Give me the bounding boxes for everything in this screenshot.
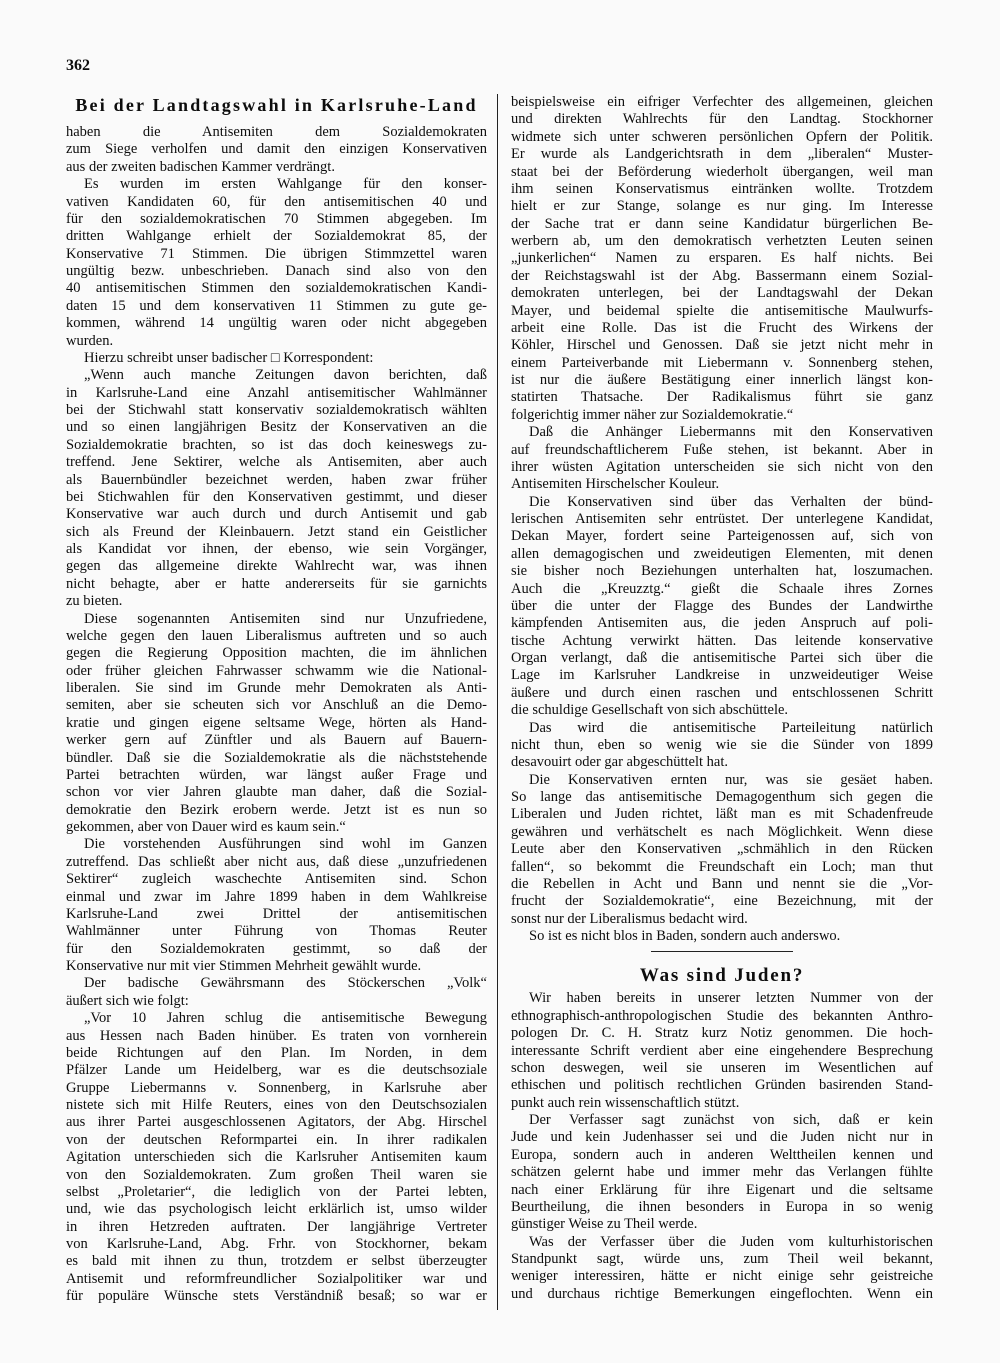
paragraph bbox=[511, 1112, 933, 1234]
text-line: in ihren Hetzreden auftraten. Der langjährige Vertreter bbox=[66, 1218, 487, 1235]
text-line: Das wird die antisemitische Parteileitung natürlich bbox=[529, 719, 933, 736]
text-line: bei Stichwahlen für den Konservativen gestimmt, und dieser bbox=[66, 488, 487, 505]
text-line: Der badische Gewährsmann des Stöckerschen „Volk“ bbox=[84, 975, 487, 992]
text-line: Dekan Mayer, fordert seine Parteigenossen auf, sich von bbox=[511, 528, 933, 545]
text-line: daten 15 und dem konservativen 11 Stimmen zu gute ge- bbox=[66, 297, 487, 314]
left-column bbox=[66, 94, 487, 1306]
text-line: zu bieten. bbox=[66, 593, 123, 610]
text-line: und direkten Wahlrechts für den Landtag. Stockhorner bbox=[511, 111, 933, 128]
text-line: Karlsruhe-Land zwei Drittel der antisemitischen bbox=[66, 905, 487, 922]
text-line: Leute aber den Konservativen „schmählich in den Rücken bbox=[511, 841, 933, 858]
text-line: Mayer, und beidemal spielte die antisemitische Maulwurfs- bbox=[511, 302, 933, 319]
text-line: Der Verfasser sagt zunächst von sich, daß er kein bbox=[529, 1112, 933, 1128]
text-line: beide Richtungen auf den Plan. Im Norden, in dem bbox=[66, 1044, 487, 1061]
paragraph bbox=[511, 928, 933, 945]
text-line: Partei betrachten würden, war längst außer Frage und bbox=[66, 766, 487, 783]
text-line: von Karlsruhe-Land, Abg. Frhr. von Stockhorner, bekam bbox=[66, 1236, 487, 1252]
text-line: oder früher gleichen Fahrwasser schwamm wie die National- bbox=[66, 662, 487, 679]
text-line: Beurtheilung, die ihnen besonders in Europa in so wenig bbox=[511, 1198, 933, 1215]
text-line: über die unter der Flagge des Bundes der Landwirthe bbox=[511, 597, 933, 614]
text-line: Es wurden im ersten Wahlgange für den konser- bbox=[84, 176, 487, 193]
paragraph bbox=[511, 1234, 933, 1304]
text-line: kommen, während 14 ungültig waren oder nicht abgegeben bbox=[66, 315, 487, 332]
text-line: dritten Wahlgange erhielt der Sozialdemokrat 85, der bbox=[66, 228, 487, 245]
text-line: sie bisher noch Beziehungen unterhalten hat, loszumachen. bbox=[511, 563, 933, 580]
text-line: Er wurde als Landgerichtsrath in dem „liberalen“ Muster- bbox=[511, 146, 933, 163]
text-line: Organ verlangt, daß die antisemitische Partei sich über die bbox=[511, 650, 933, 666]
text-line: widmete sich unter schweren persönlichen Opfern der Politik. bbox=[511, 128, 933, 145]
text-line: Sektirer“ zugleich waschechte Antisemiten sind. Schon bbox=[66, 871, 487, 888]
text-line: Die Konservativen sind über das Verhalten der bünd- bbox=[529, 493, 933, 510]
text-line: „junkerlichen“ Namen zu ersparen. Es half nichts. Bei bbox=[511, 250, 933, 267]
text-line: punkt auch rein wissenschaftlich stützt. bbox=[511, 1094, 740, 1111]
text-line: aus der zweiten badischen Kammer verdrängt. bbox=[66, 158, 335, 175]
paragraph bbox=[511, 94, 933, 424]
text-line: und, wie das psychologisch leicht erklärlich ist, umso wilder bbox=[66, 1201, 487, 1218]
text-line: Diese sogenannten Antisemiten sind nur Unzufriedene, bbox=[84, 610, 487, 627]
paragraph bbox=[66, 176, 487, 350]
text-line: ethnographisch-anthropologischen Studie des bekannten Anthro- bbox=[511, 1007, 933, 1024]
text-line: Liberalen und Juden richtet, läßt man es mit Schadenfreude bbox=[511, 806, 933, 823]
text-line: nach einer Erklärung für ihre Eigenart und die seltsame bbox=[511, 1181, 933, 1198]
text-line: gegen das allgemeine direkte Wahlrecht war, was ihnen bbox=[66, 558, 487, 575]
text-line: werker gern auf Zünftler und als Bauern auf Bauern- bbox=[66, 732, 487, 749]
text-line: gewähren und verhätschelt es nach Möglichkeit. Wenn diese bbox=[511, 823, 933, 840]
paragraph bbox=[511, 720, 933, 772]
text-line: zum Siege verholfen und damit den einzigen Konservativen bbox=[66, 141, 487, 158]
paragraph bbox=[511, 990, 933, 1112]
text-line: Die Konservativen ernten nur, was sie gesäet haben. bbox=[529, 771, 933, 788]
text-line: einem Parteiverbande mit Liebermann v. Sonnenberg stehen, bbox=[511, 354, 933, 371]
text-line: nicht thun, eben so wenig wie sie die Sünder von 1899 bbox=[511, 736, 933, 753]
text-line: Europa, sondern auch in anderen Welttheilen kennen und bbox=[511, 1146, 933, 1163]
text-line: weniger interessiren, hätte er nicht einige sehr geistreiche bbox=[511, 1268, 933, 1285]
text-line: aus ihrer Partei ausgeschlossenen Agitators, der Abg. Hirschel bbox=[66, 1114, 487, 1131]
text-line: äußere und durch einen raschen und entschlossenen Schritt bbox=[511, 684, 933, 701]
text-line: werbern ab, um den demokratisch verhetzten Leuten seinen bbox=[511, 233, 933, 249]
article-headline-landtagswahl: Bei der Landtagswahl in Karlsruhe-Land bbox=[75, 95, 478, 115]
right-column bbox=[511, 94, 933, 1303]
text-line: tische Achtung verwirkt hätten. Das leitende konservative bbox=[511, 632, 933, 649]
text-line: von der deutschen Reformpartei ein. In ihrer radikalen bbox=[66, 1131, 487, 1148]
text-line: frucht der Sozialdemokratie“, eine Bezeichnung, mit der bbox=[511, 893, 933, 910]
text-line: als Kandidat vor ihnen, der ebenso, wie sein Vorgänger, bbox=[66, 541, 487, 557]
text-line: statirten Thatsache. Der Radikalismus führt sie ganz bbox=[511, 389, 933, 406]
text-line: die schuldige Gesellschaft von sich abschüttele. bbox=[511, 702, 789, 719]
text-line: demokraten unterlegen, bei der Landtagswahl der Dekan bbox=[511, 285, 933, 302]
paragraph bbox=[66, 350, 487, 367]
text-line: So lange das antisemitische Demagogenthum sich gegen die bbox=[511, 789, 933, 805]
text-line: folgerichtig immer näher zur Sozialdemokratie.“ bbox=[511, 406, 794, 423]
text-line: bündler. Daß sie die Sozialdemokratie als die nächststehende bbox=[66, 749, 487, 766]
text-line: äußert sich wie folgt: bbox=[66, 992, 189, 1009]
text-line: Daß die Anhänger Liebermanns mit den Konservativen bbox=[529, 424, 933, 441]
text-line: semiten, aber sie scheuten sich vor Anschluß an die Demo- bbox=[66, 697, 487, 714]
text-line: ihm seinen Konservatismus eintränken wollte. Trotzdem bbox=[511, 180, 933, 197]
text-line: 40 antisemitischen Stimmen den sozialdemokratischen Kandi- bbox=[66, 280, 487, 297]
text-line: nicht behagte, aber er hatte andererseits für sie garnichts bbox=[66, 575, 487, 592]
text-line: auf freundschaftlicherem Fuße stehen, ist bekannt. Aber in bbox=[511, 441, 933, 458]
text-line: lerischen Antisemiten sehr entrüstet. Der unterlegene Kandidat, bbox=[511, 511, 933, 527]
paragraph bbox=[66, 611, 487, 837]
paragraph bbox=[511, 772, 933, 928]
text-line: Konservative 71 Stimmen. Die übrigen Stimmzettel waren bbox=[66, 245, 487, 262]
article-separator bbox=[511, 945, 933, 990]
text-line: für populäre Wünsche stets Verständniß besaß; so war er bbox=[66, 1288, 487, 1305]
text-line: Konservative nur mit vier Stimmen Mehrheit gewählt wurde. bbox=[66, 958, 422, 974]
paragraph bbox=[66, 1010, 487, 1305]
text-line: nistete sich mit Hilfe Reuters, eines von den Deutschsozialen bbox=[66, 1097, 487, 1113]
paragraph bbox=[511, 424, 933, 494]
page-number: 362 bbox=[66, 57, 90, 74]
text-line: schätzen gelernt habe und immer mehr das Verlangen fühlte bbox=[511, 1164, 933, 1181]
text-line: Sozialdemokratie brachten, so ist das doch keineswegs zu- bbox=[66, 436, 487, 453]
text-line: selbst „Proletarier“, die lediglich von der Partei lebten, bbox=[66, 1183, 487, 1200]
text-line: sonst nur der Liberalismus bedacht wird. bbox=[511, 910, 748, 927]
text-line: von den Sozialdemokraten. Zum großen Theil waren sie bbox=[66, 1166, 487, 1183]
paragraph bbox=[66, 367, 487, 610]
text-line: schon deswegen, weil sie unseren im Wesentlichen auf bbox=[511, 1059, 933, 1076]
text-line: desavouirt oder gar abgeschüttelt hat. bbox=[511, 754, 729, 771]
text-line: liberalen. Sie sind im Grunde mehr Demokraten als Anti- bbox=[66, 680, 487, 696]
paragraph bbox=[66, 124, 487, 176]
separator-rule bbox=[651, 951, 793, 952]
text-line: Die vorstehenden Ausführungen sind wohl im Ganzen bbox=[84, 836, 487, 853]
text-line: ist nur die äußere Bestätigung einer innerlich längst kon- bbox=[511, 372, 933, 388]
text-line: ethischen und politisch rechtlichen Gründen basirenden Stand- bbox=[511, 1077, 933, 1094]
text-line: wurden. bbox=[66, 332, 114, 349]
paragraph bbox=[511, 494, 933, 720]
text-line: die Rebellen in Acht und Bann und nennt sie die „Vor- bbox=[511, 875, 933, 892]
text-line: schon vor vier Jahren glaubte man daher, daß die Sozial- bbox=[66, 784, 487, 801]
text-line: der Reichstagswahl ist der Abg. Bassermann einem Sozial- bbox=[511, 267, 933, 284]
text-line: interessante Schrift verdient aber eine eingehendere Besprechung bbox=[511, 1042, 933, 1059]
text-line: in Karlsruhe-Land eine Anzahl antisemitischer Wahlmänner bbox=[66, 384, 487, 401]
text-line: Standpunkt sagt, würde uns, zum Theil weil bekannt, bbox=[511, 1251, 933, 1267]
text-line: ungültig bezw. unbeschrieben. Danach sind also von den bbox=[66, 263, 487, 279]
text-line: „Vor 10 Jahren schlug die antisemitische Bewegung bbox=[84, 1010, 487, 1027]
text-line: und durchaus richtige Bemerkungen eingeflochten. Wenn ein bbox=[511, 1285, 933, 1302]
paragraph bbox=[66, 836, 487, 975]
text-line: zutreffend. Das schließt aber nicht aus, daß diese „unzufriedenen bbox=[66, 853, 487, 870]
text-line: beispielsweise ein eifriger Verfechter des allgemeinen, gleichen bbox=[511, 94, 933, 110]
article-body-juden bbox=[511, 990, 933, 1303]
text-line: pologen Dr. C. H. Stratz kurz Notiz genommen. Die hoch- bbox=[511, 1025, 933, 1042]
text-line: aus Hessen nach Baden hinüber. Es traten von vornherein bbox=[66, 1027, 487, 1044]
text-line: ihrer wüsten Agitation unterscheiden sie sich nicht von den bbox=[511, 458, 933, 475]
text-line: kämpfenden Antisemiten aus, die jeden Anspruch auf poli- bbox=[511, 615, 933, 632]
text-line: Konservative war auch durch und durch Antisemit und gab bbox=[66, 506, 487, 523]
text-line: gegen die Regierung Opposition machten, die im ähnlichen bbox=[66, 645, 487, 662]
text-line: Pfälzer Lande um Heidelberg, war es die deutschsoziale bbox=[66, 1062, 487, 1079]
text-line: haben die Antisemiten dem Sozialdemokraten bbox=[66, 124, 487, 140]
text-line: Wahlmänner unter Führung von Thomas Reuter bbox=[66, 923, 487, 940]
text-line: allen demagogischen und zweideutigen Elementen, mit denen bbox=[511, 545, 933, 562]
text-line: Lage im Karlsruher Landkreise in unzweideutiger Weise bbox=[511, 667, 933, 684]
text-line: Köhler, Hirschel und Genossen. Daß sie jetzt nicht mehr in bbox=[511, 337, 933, 354]
text-line: als Bauernbündler bezeichnet werden, haben zwar früher bbox=[66, 471, 487, 488]
text-line: sich als Freund der Kleinbauern. Jetzt stand ein Geistlicher bbox=[66, 523, 487, 540]
text-line: treffend. Jene Sektirer, welche als Antisemiten, aber auch bbox=[66, 454, 487, 471]
text-line: Agitation unterschieden sich die Karlsruher Antisemiten kaum bbox=[66, 1149, 487, 1166]
text-line: Gruppe Liebermanns v. Sonnenberg, in Karlsruhe aber bbox=[66, 1079, 487, 1096]
article-headline-juden: Was sind Juden? bbox=[639, 965, 805, 987]
text-line: Hierzu schreibt unser badischer □ Korrespondent: bbox=[84, 349, 374, 366]
text-line: es bald mit ihnen zu thun, trotzdem er selbst überzeugter bbox=[66, 1253, 487, 1270]
text-line: kratie und gingen eigene seltsame Wege, hörten als Hand- bbox=[66, 714, 487, 731]
text-line: hielt er zur Stange, solange es nur ging. Im Interesse bbox=[511, 198, 933, 215]
text-line: staat bei der Beförderung wiederholt übergangen, weil man bbox=[511, 163, 933, 180]
text-line: gekommen, aber von Dauer wird es kaum sein.“ bbox=[66, 819, 346, 835]
text-line: und so einen langjährigen Besitz der Konservativen an die bbox=[66, 419, 487, 436]
paragraph bbox=[66, 975, 487, 1010]
text-line: arbeit eine Rolle. Das ist die Frucht des Wirkens der bbox=[511, 319, 933, 336]
text-line: Auch die „Kreuzztg.“ gießt die Schaale ihres Zornes bbox=[511, 580, 933, 597]
text-line: welche gegen den lauen Liberalismus auftreten und so auch bbox=[66, 627, 487, 644]
text-line: vativen Kandidaten 60, für den antisemitischen 40 und bbox=[66, 193, 487, 210]
text-line: Antisemiten Hirschelscher Kouleur. bbox=[511, 476, 720, 493]
text-line: demokratie den Bezirk erobern werde. Jetzt ist es nun so bbox=[66, 801, 487, 818]
text-line: bei der Stichwahl statt konservativ sozialdemokratisch wählten bbox=[66, 402, 487, 418]
text-line: Jude und kein Judenhasser sei und die Juden nicht nur in bbox=[511, 1129, 933, 1146]
text-line: Wir haben bereits in unserer letzten Nummer von der bbox=[529, 990, 933, 1007]
text-line: für den sozialdemokratischen 70 Stimmen abgegeben. Im bbox=[66, 210, 487, 227]
article-body-landtagswahl bbox=[66, 124, 487, 1306]
text-line: für den Sozialdemokraten gestimmt, so daß der bbox=[66, 940, 487, 957]
column-divider bbox=[497, 94, 498, 1310]
text-line: fallen“, so bekommt die Freundschaft ein Loch; man thut bbox=[511, 858, 933, 875]
text-line: einmal und zwar im Jahre 1899 haben in dem Wahlkreise bbox=[66, 888, 487, 905]
text-line: Antisemit und reformfreundlicher Sozialpolitiker war und bbox=[66, 1270, 487, 1287]
text-line: „Wenn auch manche Zeitungen davon berichten, daß bbox=[84, 367, 487, 384]
text-line: der Sache trat er dann seine Kandidatur bürgerlichen Be- bbox=[511, 215, 933, 232]
text-line: So ist es nicht blos in Baden, sondern auch anderswo. bbox=[529, 928, 841, 944]
text-line: günstiger Weise zu Theil werde. bbox=[511, 1216, 698, 1233]
article-body-landtagswahl-continued bbox=[511, 94, 933, 945]
text-line: Was der Verfasser über die Juden vom kulturhistorischen bbox=[529, 1233, 933, 1250]
